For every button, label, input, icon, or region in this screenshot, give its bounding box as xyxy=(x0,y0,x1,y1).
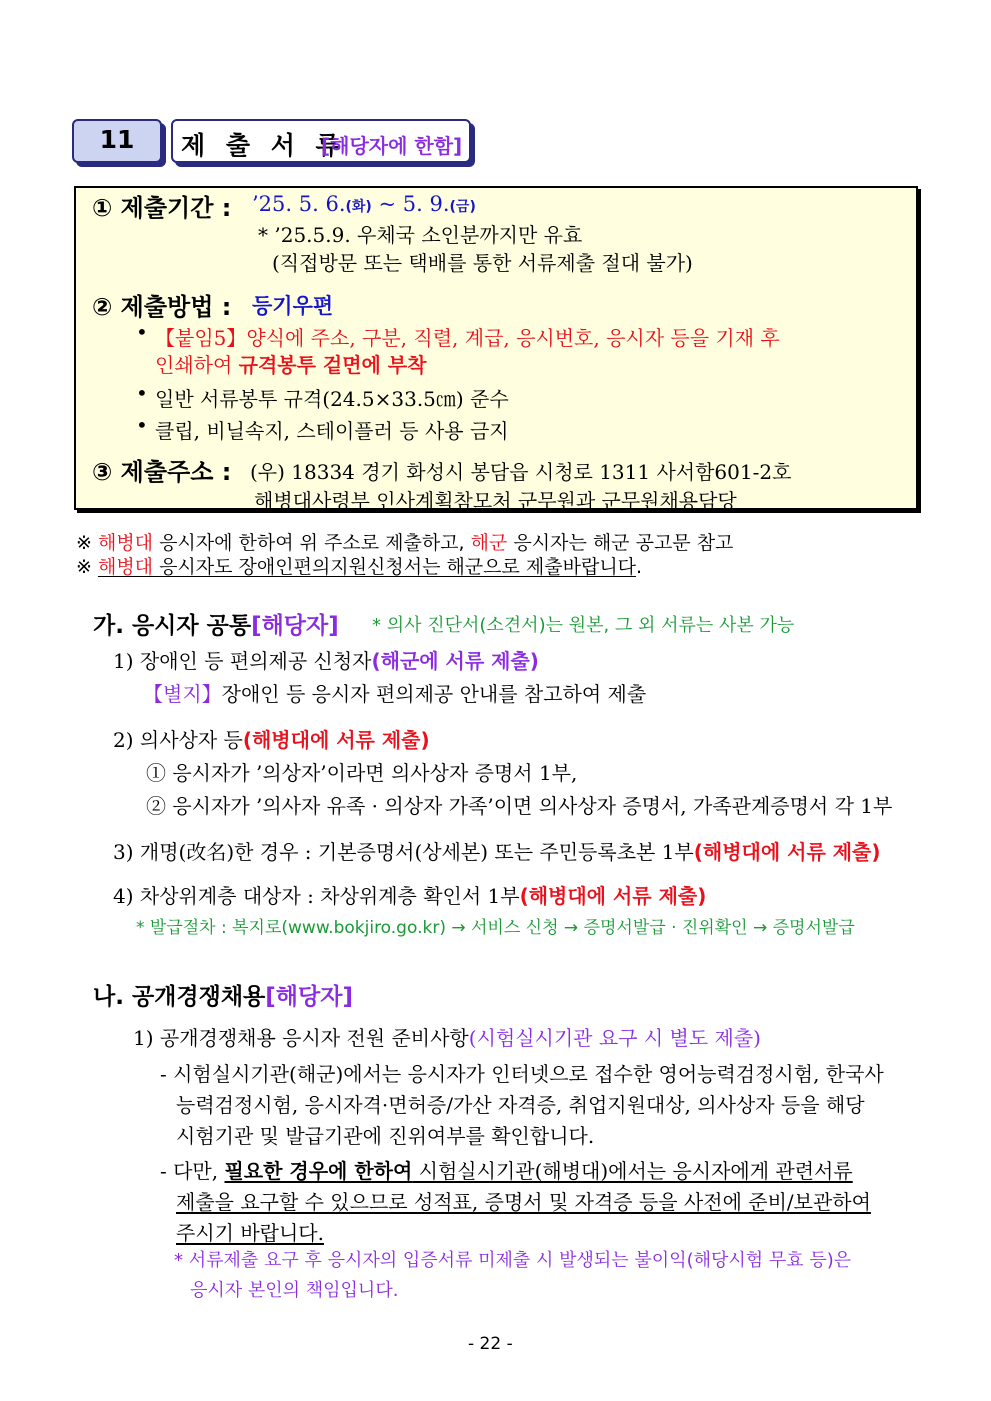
page-number: - 22 - xyxy=(468,1334,513,1354)
notice-2: ※ 해병대 응시자도 장애인편의지원신청서는 해군으로 제출바랍니다. xyxy=(76,556,643,578)
method-label: ② 제출방법 : xyxy=(92,293,232,321)
section-number-box xyxy=(72,119,162,163)
na-para-2-line-2: 제출을 요구할 수 있으므로 성적표, 증명서 및 자격증 등을 사전에 준비/보관하여 xyxy=(176,1190,871,1214)
period-note-2: (직접방문 또는 택배를 통한 서류제출 절대 불가) xyxy=(272,251,693,275)
address-label: ③ 제출주소 : xyxy=(92,458,232,486)
ga-item-2: 2) 의사상자 등(해병대에 서류 제출) xyxy=(113,728,430,752)
address-line-1: (우) 18334 경기 화성시 봉담읍 시청로 1311 사서함601-2호 xyxy=(250,460,792,484)
period-value: ’25. 5. 6.(화) ~ 5. 9.(금) xyxy=(252,192,476,216)
na-para-1-line-2: 능력검정시험, 응시자격·면허증/가산 자격증, 취업지원대상, 의사상자 등을 해당 xyxy=(176,1093,865,1117)
section-number: 11 xyxy=(99,125,135,154)
section-title-box xyxy=(171,119,471,163)
section-ga-note: * 의사 진단서(소견서)는 원본, 그 외 서류는 사본 가능 xyxy=(372,615,795,636)
method-bullet-2: 일반 서류봉투 규격(24.5×33.5㎝) 준수 xyxy=(155,387,509,411)
na-para-2-line-3: 주시기 바랍니다. xyxy=(176,1221,324,1245)
ga-item-1-sub: 【별지】장애인 등 응시자 편의제공 안내를 참고하여 제출 xyxy=(143,682,647,706)
section-title-suffix: [해당자에 한함] xyxy=(321,134,463,158)
na-para-2-line-1: - 다만, 필요한 경우에 한하여 시험실시기관(해병대)에서는 응시자에게 관련서류 xyxy=(160,1159,853,1183)
address-line-2: 해병대사령부 인사계획참모처 군무원과 군무원채용담당 xyxy=(254,489,737,513)
ga-item-2-b: ② 응시자가 ’의사자 유족 · 의상자 가족’이면 의사상자 증명서, 가족관계증명서 각 1부 xyxy=(146,794,893,818)
section-title: 제 출 서 류 xyxy=(181,131,346,160)
section-na-title: 나. 공개경쟁채용[해당자] xyxy=(93,984,353,1010)
method-bullet-1-mark: • xyxy=(136,320,148,344)
ga-item-4: 4) 차상위계층 대상자 : 차상위계층 확인서 1부(해병대에 서류 제출) xyxy=(113,884,707,908)
ga-item-1: 1) 장애인 등 편의제공 신청자(해군에 서류 제출) xyxy=(113,649,539,673)
period-note-1: * ’25.5.9. 우체국 소인분까지만 유효 xyxy=(258,223,583,247)
method-value: 등기우편 xyxy=(252,294,334,318)
method-bullet-1: 【붙임5】양식에 주소, 구분, 직렬, 계급, 응시번호, 응시자 등을 기재 후 xyxy=(155,326,780,350)
na-note-line-2: 응시자 본인의 책임입니다. xyxy=(190,1280,399,1301)
na-para-1-line-1: - 시험실시기관(해군)에서는 응시자가 인터넷으로 접수한 영어능력검정시험, 한국사 xyxy=(160,1062,884,1086)
method-bullet-3-mark: • xyxy=(136,413,148,437)
notice-1: ※ 해병대 응시자에 한하여 위 주소로 제출하고, 해군 응시자는 해군 공고문 참고 xyxy=(76,532,734,554)
method-bullet-2-mark: • xyxy=(136,381,148,405)
method-bullet-3: 클립, 비닐속지, 스테이플러 등 사용 금지 xyxy=(155,419,509,443)
na-note-line-1: * 서류제출 요구 후 응시자의 입증서류 미제출 시 발생되는 불이익(해당시험 무효 등)은 xyxy=(174,1250,852,1271)
na-para-1-line-3: 시험기관 및 발급기관에 진위여부를 확인합니다. xyxy=(176,1124,595,1148)
ga-item-3: 3) 개명(改名)한 경우 : 기본증명서(상세본) 또는 주민등록초본 1부(해병대에 서류 제출) xyxy=(113,840,881,864)
method-bullet-1-line2: 인쇄하여 규격봉투 겉면에 부착 xyxy=(155,353,427,377)
section-ga-title: 가. 응시자 공통[해당자] xyxy=(93,613,339,639)
period-label: ① 제출기간 : xyxy=(92,194,232,222)
ga-item-2-a: ① 응시자가 ’의상자’이라면 의사상자 증명서 1부, xyxy=(146,761,578,785)
ga-item-4-note: * 발급절차 : 복지로(www.bokjiro.go.kr) → 서비스 신청 → 증명서발급 · 진위확인 → 증명서발급 xyxy=(136,918,855,938)
na-item-1: 1) 공개경쟁채용 응시자 전원 준비사항(시험실시기관 요구 시 별도 제출) xyxy=(133,1026,761,1050)
